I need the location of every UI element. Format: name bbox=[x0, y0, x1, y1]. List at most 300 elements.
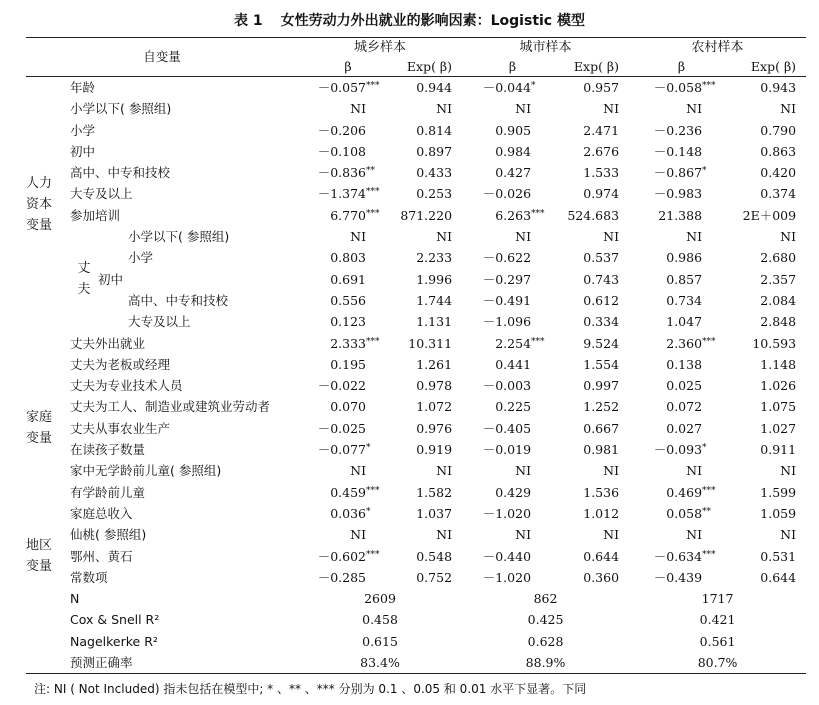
coefficient-cell bbox=[298, 439, 398, 460]
coefficient-cell bbox=[629, 183, 734, 204]
table-row bbox=[26, 333, 806, 354]
exp-cell: 0.644 bbox=[760, 569, 797, 585]
coefficient-value: －0.057 bbox=[317, 80, 367, 95]
coefficient-value: 0.036 bbox=[330, 505, 367, 521]
coefficient-value: －0.093 bbox=[653, 442, 703, 458]
table-row bbox=[26, 247, 806, 268]
coefficient-value: －0.108 bbox=[317, 143, 367, 159]
coefficient-value: 0.025 bbox=[666, 378, 703, 394]
coefficient-cell bbox=[629, 524, 734, 545]
exp-cell: NI bbox=[436, 463, 453, 479]
header-row-samples bbox=[26, 38, 806, 59]
table-caption: 女性劳动力外出就业的影响因素：Logistic 模型 bbox=[280, 13, 585, 29]
coefficient-value: NI bbox=[686, 101, 703, 117]
significance-mark: *** bbox=[366, 485, 380, 496]
significance-mark: * bbox=[702, 443, 707, 454]
stat-value: 0.425 bbox=[527, 612, 564, 628]
stat-value: 0.628 bbox=[527, 633, 564, 649]
table-row bbox=[26, 77, 806, 99]
coefficient-value: NI bbox=[515, 101, 532, 117]
exp-cell: 0.360 bbox=[583, 569, 620, 585]
stat-value: 80.7% bbox=[629, 652, 806, 674]
row-label: 丈夫为老板或经理 bbox=[70, 356, 171, 372]
exp-cell: NI bbox=[603, 463, 620, 479]
exp-cell: 1.533 bbox=[583, 165, 620, 181]
table-row bbox=[26, 439, 806, 460]
group-region-char: 地区 bbox=[26, 537, 53, 553]
significance-mark: ** bbox=[702, 506, 712, 517]
exp-cell: 2.471 bbox=[583, 122, 620, 138]
coefficient-value: －0.634 bbox=[653, 548, 703, 564]
row-label: 高中、中专和技校 bbox=[128, 292, 229, 308]
exp-cell: 0.943 bbox=[760, 80, 797, 95]
coefficient-cell bbox=[298, 375, 398, 396]
coefficient-cell bbox=[462, 375, 563, 396]
coefficient-value: －1.374 bbox=[317, 186, 367, 202]
table-row bbox=[26, 183, 806, 204]
coefficient-value: －0.983 bbox=[653, 186, 703, 202]
coefficient-cell bbox=[298, 396, 398, 417]
table-number: 表 1 bbox=[234, 13, 263, 29]
coefficient-cell bbox=[298, 226, 398, 247]
significance-mark: *** bbox=[702, 485, 716, 496]
coefficient-value: －0.148 bbox=[653, 143, 703, 159]
exp-cell: 0.957 bbox=[583, 80, 620, 95]
exp-cell: 0.752 bbox=[416, 569, 453, 585]
coefficient-value: 0.072 bbox=[666, 399, 703, 415]
coefficient-cell bbox=[462, 546, 563, 567]
row-label: 丈夫为工人、制造业或建筑业劳动者 bbox=[70, 399, 271, 415]
exp-cell: 2.357 bbox=[760, 271, 797, 287]
coefficient-value: 6.263 bbox=[495, 207, 532, 223]
coefficient-cell bbox=[298, 290, 398, 311]
significance-mark: * bbox=[366, 443, 371, 454]
exp-cell: 9.524 bbox=[583, 335, 620, 351]
exp-cell: 0.334 bbox=[583, 314, 620, 330]
table-row bbox=[26, 120, 806, 141]
coefficient-value: 0.138 bbox=[666, 356, 703, 372]
table-row bbox=[26, 205, 806, 226]
coefficient-cell bbox=[298, 77, 398, 99]
coefficient-cell bbox=[462, 567, 563, 588]
header-beta: β bbox=[298, 58, 398, 77]
significance-mark: *** bbox=[702, 81, 716, 91]
coefficient-cell bbox=[629, 396, 734, 417]
row-label: 初中 bbox=[70, 143, 96, 159]
table-row bbox=[26, 311, 806, 332]
coefficient-value: NI bbox=[350, 463, 367, 479]
exp-cell: 1.072 bbox=[416, 399, 453, 415]
row-label: 参加培训 bbox=[70, 207, 121, 223]
coefficient-value: －1.020 bbox=[482, 569, 532, 585]
coefficient-cell bbox=[462, 183, 563, 204]
exp-cell: 0.814 bbox=[416, 122, 453, 138]
coefficient-value: －0.405 bbox=[482, 420, 532, 436]
row-label: 家庭总收入 bbox=[70, 505, 133, 521]
coefficient-cell bbox=[298, 333, 398, 354]
coefficient-cell bbox=[298, 205, 398, 226]
significance-mark: *** bbox=[702, 336, 716, 347]
exp-cell: 0.944 bbox=[416, 80, 453, 95]
exp-cell: NI bbox=[603, 101, 620, 117]
exp-cell: 1.037 bbox=[416, 505, 453, 521]
coefficient-cell bbox=[462, 333, 563, 354]
stat-label: Nagelkerke R² bbox=[70, 633, 158, 649]
table-row bbox=[26, 396, 806, 417]
coefficient-value: 0.225 bbox=[495, 399, 532, 415]
table-title bbox=[0, 10, 819, 30]
group-husband-education bbox=[70, 226, 98, 332]
coefficient-value: 0.427 bbox=[495, 165, 532, 181]
stat-value: 2609 bbox=[364, 591, 396, 607]
row-label: 年龄 bbox=[70, 80, 96, 95]
header-exp: Exp( β) bbox=[398, 58, 462, 77]
exp-cell: 0.978 bbox=[416, 378, 453, 394]
exp-cell: 2E＋009 bbox=[742, 207, 797, 223]
exp-cell: 0.420 bbox=[760, 165, 797, 181]
coefficient-value: 0.195 bbox=[330, 356, 367, 372]
coefficient-value: －0.058 bbox=[653, 80, 703, 95]
coefficient-value: －0.602 bbox=[317, 548, 367, 564]
table-row bbox=[26, 290, 806, 311]
coefficient-cell bbox=[629, 546, 734, 567]
coefficient-cell bbox=[298, 311, 398, 332]
coefficient-value: 21.388 bbox=[658, 207, 703, 223]
coefficient-value: 0.691 bbox=[330, 271, 367, 287]
coefficient-cell bbox=[629, 141, 734, 162]
exp-cell: 0.911 bbox=[760, 442, 797, 458]
row-label: 高中、中专和技校 bbox=[70, 165, 171, 181]
coefficient-value: 0.986 bbox=[666, 250, 703, 266]
stat-label: N bbox=[70, 591, 80, 607]
exp-cell: 1.075 bbox=[760, 399, 797, 415]
coefficient-cell bbox=[462, 205, 563, 226]
coefficient-cell bbox=[462, 396, 563, 417]
coefficient-value: NI bbox=[515, 463, 532, 479]
coefficient-cell bbox=[462, 354, 563, 375]
row-label: 丈夫外出就业 bbox=[70, 335, 146, 351]
stat-value: 0.615 bbox=[362, 633, 398, 649]
stat-value: 88.9% bbox=[462, 652, 629, 674]
group-region bbox=[26, 524, 70, 588]
coefficient-cell bbox=[462, 120, 563, 141]
exp-cell: 2.848 bbox=[760, 314, 797, 330]
coefficient-cell bbox=[298, 482, 398, 503]
exp-cell: 871.220 bbox=[400, 207, 453, 223]
table-row bbox=[26, 226, 806, 247]
coefficient-value: －0.044 bbox=[482, 80, 532, 95]
coefficient-value: －0.440 bbox=[482, 548, 532, 564]
significance-mark: ** bbox=[366, 166, 376, 177]
coefficient-cell bbox=[298, 162, 398, 183]
exp-cell: 1.599 bbox=[760, 484, 797, 500]
coefficient-cell bbox=[462, 98, 563, 119]
coefficient-cell bbox=[629, 418, 734, 439]
exp-cell: 0.612 bbox=[583, 292, 620, 308]
exp-cell: 1.554 bbox=[583, 356, 620, 372]
coefficient-cell bbox=[629, 333, 734, 354]
coefficient-cell bbox=[629, 503, 734, 524]
group-human-capital bbox=[26, 77, 70, 333]
coefficient-cell bbox=[629, 269, 734, 290]
exp-cell: 0.433 bbox=[416, 165, 453, 181]
exp-cell: 1.536 bbox=[583, 484, 620, 500]
exp-cell: 2.680 bbox=[760, 250, 797, 266]
header-variable: 自变量 bbox=[26, 38, 298, 77]
coefficient-cell bbox=[629, 120, 734, 141]
coefficient-value: －0.025 bbox=[317, 420, 367, 436]
row-label: 家中无学龄前儿童( 参照组) bbox=[70, 463, 222, 479]
stat-row bbox=[26, 609, 806, 630]
coefficient-cell bbox=[629, 290, 734, 311]
coefficient-cell bbox=[462, 247, 563, 268]
stat-label: Cox & Snell R² bbox=[70, 612, 160, 628]
stat-value: 1717 bbox=[701, 591, 734, 607]
exp-cell: 1.582 bbox=[416, 484, 453, 500]
coefficient-cell bbox=[462, 439, 563, 460]
exp-cell: 0.863 bbox=[760, 143, 797, 159]
group-human-capital-char: 人力 bbox=[26, 175, 53, 191]
coefficient-value: 2.254 bbox=[495, 335, 532, 351]
coefficient-value: 0.441 bbox=[495, 356, 532, 372]
exp-cell: NI bbox=[436, 101, 453, 117]
coefficient-cell bbox=[629, 439, 734, 460]
header-beta: β bbox=[462, 58, 563, 77]
coefficient-cell bbox=[298, 98, 398, 119]
table-row bbox=[26, 354, 806, 375]
exp-cell: NI bbox=[603, 527, 620, 543]
exp-cell: 1.026 bbox=[760, 378, 797, 394]
stat-value: 0.458 bbox=[362, 612, 398, 628]
coefficient-value: 0.123 bbox=[330, 314, 367, 330]
coefficient-cell bbox=[629, 77, 734, 99]
table-row bbox=[26, 269, 806, 290]
coefficient-value: －0.019 bbox=[482, 442, 532, 458]
exp-cell: NI bbox=[780, 229, 797, 245]
stat-value: 0.561 bbox=[699, 633, 736, 649]
stat-row bbox=[26, 631, 806, 652]
coefficient-value: 0.857 bbox=[666, 271, 703, 287]
coefficient-cell bbox=[629, 226, 734, 247]
coefficient-value: －0.285 bbox=[317, 569, 367, 585]
coefficient-value: 0.905 bbox=[495, 122, 532, 138]
row-label: 大专及以上 bbox=[70, 186, 133, 202]
coefficient-value: NI bbox=[350, 527, 367, 543]
coefficient-cell bbox=[298, 120, 398, 141]
row-label: 大专及以上 bbox=[128, 314, 191, 330]
stat-value: 0.421 bbox=[699, 612, 736, 628]
row-label: 小学以下( 参照组) bbox=[70, 101, 172, 117]
exp-cell: 0.374 bbox=[760, 186, 797, 202]
row-label: 在读孩子数量 bbox=[70, 442, 146, 458]
significance-mark: * bbox=[702, 166, 707, 177]
significance-mark: *** bbox=[366, 187, 380, 198]
coefficient-cell bbox=[462, 524, 563, 545]
coefficient-value: 0.556 bbox=[330, 292, 367, 308]
row-label: 小学以下( 参照组) bbox=[128, 229, 230, 245]
coefficient-value: －1.096 bbox=[482, 314, 532, 330]
significance-mark: *** bbox=[531, 208, 545, 219]
coefficient-value: NI bbox=[515, 229, 532, 245]
coefficient-cell bbox=[298, 546, 398, 567]
row-label: 初中 bbox=[98, 271, 124, 287]
exp-cell: 0.743 bbox=[583, 271, 620, 287]
header-exp: Exp( β) bbox=[563, 58, 629, 77]
coefficient-cell bbox=[629, 205, 734, 226]
exp-cell: 1.027 bbox=[760, 420, 797, 436]
coefficient-cell bbox=[462, 418, 563, 439]
row-label: 小学 bbox=[70, 122, 96, 138]
stat-value: 83.4% bbox=[298, 652, 462, 674]
coefficient-value: －0.297 bbox=[482, 271, 532, 287]
coefficient-cell bbox=[298, 503, 398, 524]
table-row bbox=[26, 460, 806, 481]
table-row bbox=[26, 524, 806, 545]
exp-cell: 1.261 bbox=[416, 356, 453, 372]
table-row bbox=[26, 546, 806, 567]
coefficient-value: －1.020 bbox=[482, 505, 532, 521]
coefficient-value: －0.867 bbox=[653, 165, 703, 181]
significance-mark: * bbox=[366, 506, 371, 517]
exp-cell: 1.252 bbox=[583, 399, 620, 415]
coefficient-cell bbox=[462, 290, 563, 311]
exp-cell: 0.976 bbox=[416, 420, 453, 436]
coefficient-cell bbox=[298, 354, 398, 375]
coefficient-cell bbox=[298, 524, 398, 545]
coefficient-value: 0.058 bbox=[666, 505, 703, 521]
significance-mark: * bbox=[531, 81, 536, 91]
coefficient-value: －0.003 bbox=[482, 378, 532, 394]
exp-cell: 0.997 bbox=[583, 378, 620, 394]
coefficient-value: 2.360 bbox=[666, 335, 703, 351]
group-husband-education-char: 丈 bbox=[77, 261, 91, 277]
coefficient-cell bbox=[629, 567, 734, 588]
coefficient-value: NI bbox=[686, 463, 703, 479]
coefficient-value: 0.027 bbox=[666, 420, 703, 436]
exp-cell: 0.531 bbox=[760, 548, 797, 564]
stat-value: 862 bbox=[533, 591, 558, 607]
exp-cell: 10.593 bbox=[752, 335, 797, 351]
exp-cell: 10.311 bbox=[408, 335, 453, 351]
header-exp: Exp( β) bbox=[734, 58, 806, 77]
coefficient-value: 0.469 bbox=[666, 484, 703, 500]
exp-cell: 2.233 bbox=[416, 250, 453, 266]
coefficient-value: －0.206 bbox=[317, 122, 367, 138]
significance-mark: *** bbox=[366, 336, 380, 347]
coefficient-value: NI bbox=[686, 229, 703, 245]
coefficient-cell bbox=[629, 375, 734, 396]
exp-cell: 1.744 bbox=[416, 292, 453, 308]
exp-cell: 0.919 bbox=[416, 442, 453, 458]
coefficient-cell bbox=[629, 460, 734, 481]
exp-cell: 0.644 bbox=[583, 548, 620, 564]
stat-row bbox=[26, 588, 806, 609]
coefficient-value: 0.459 bbox=[330, 484, 367, 500]
coefficient-cell bbox=[629, 98, 734, 119]
coefficient-value: 0.070 bbox=[330, 399, 367, 415]
table-note: 注: NI ( Not Included) 指未包括在模型中; * 、** 、*** 分别为 0.1 、0.05 和 0.01 水平下显著。下同 bbox=[34, 682, 587, 696]
coefficient-cell bbox=[462, 311, 563, 332]
exp-cell: 0.790 bbox=[760, 122, 797, 138]
table-row bbox=[26, 503, 806, 524]
stat-label: 预测正确率 bbox=[70, 652, 298, 674]
coefficient-cell bbox=[298, 183, 398, 204]
coefficient-cell bbox=[462, 503, 563, 524]
row-label: 鄂州、黄石 bbox=[70, 548, 133, 564]
table-row bbox=[26, 162, 806, 183]
group-human-capital-char: 变量 bbox=[26, 218, 53, 234]
coefficient-cell bbox=[629, 482, 734, 503]
exp-cell: 2.084 bbox=[760, 292, 797, 308]
table-row bbox=[26, 375, 806, 396]
group-family bbox=[26, 333, 70, 525]
exp-cell: NI bbox=[780, 101, 797, 117]
coefficient-value: NI bbox=[350, 101, 367, 117]
coefficient-cell bbox=[462, 226, 563, 247]
coefficient-value: －0.022 bbox=[317, 378, 367, 394]
coefficient-value: 0.803 bbox=[330, 250, 367, 266]
exp-cell: 0.537 bbox=[583, 250, 620, 266]
coefficient-value: NI bbox=[515, 527, 532, 543]
row-label: 小学 bbox=[128, 250, 154, 266]
table-row bbox=[26, 98, 806, 119]
coefficient-value: 0.734 bbox=[666, 292, 703, 308]
coefficient-value: －0.491 bbox=[482, 292, 532, 308]
exp-cell: 0.974 bbox=[583, 186, 620, 202]
table-row bbox=[26, 418, 806, 439]
row-label: 丈夫为专业技术人员 bbox=[70, 378, 183, 394]
row-label: 仙桃( 参照组) bbox=[70, 527, 147, 543]
coefficient-cell bbox=[629, 162, 734, 183]
significance-mark: *** bbox=[366, 81, 380, 91]
group-region-char: 变量 bbox=[26, 559, 53, 575]
coefficient-value: －0.622 bbox=[482, 250, 532, 266]
group-husband-education-char: 夫 bbox=[77, 282, 91, 298]
exp-cell: 1.059 bbox=[760, 505, 797, 521]
coefficient-cell bbox=[462, 460, 563, 481]
exp-cell: 0.981 bbox=[583, 442, 620, 458]
coefficient-value: －0.236 bbox=[653, 122, 703, 138]
exp-cell: 0.897 bbox=[416, 143, 453, 159]
significance-mark: *** bbox=[366, 549, 380, 560]
group-family-char: 家庭 bbox=[26, 410, 53, 426]
exp-cell: NI bbox=[780, 463, 797, 479]
coefficient-value: 0.429 bbox=[495, 484, 532, 500]
header-sample-urban: 城市样本 bbox=[462, 38, 629, 59]
exp-cell: 1.012 bbox=[583, 505, 620, 521]
coefficient-value: 6.770 bbox=[330, 207, 367, 223]
exp-cell: 0.548 bbox=[416, 548, 453, 564]
significance-mark: *** bbox=[366, 208, 380, 219]
coefficient-value: 1.047 bbox=[666, 314, 703, 330]
header-sample-all: 城乡样本 bbox=[298, 38, 462, 59]
exp-cell: 2.676 bbox=[583, 143, 620, 159]
exp-cell: NI bbox=[436, 527, 453, 543]
row-label: 有学龄前儿童 bbox=[70, 484, 146, 500]
header-beta: β bbox=[629, 58, 734, 77]
exp-cell: 1.148 bbox=[760, 356, 797, 372]
table-row bbox=[26, 482, 806, 503]
significance-mark: *** bbox=[702, 549, 716, 560]
exp-cell: 524.683 bbox=[567, 207, 620, 223]
coefficient-value: 2.333 bbox=[330, 335, 367, 351]
row-label: 丈夫从事农业生产 bbox=[70, 420, 171, 436]
coefficient-cell bbox=[298, 247, 398, 268]
exp-cell: NI bbox=[436, 229, 453, 245]
exp-cell: 1.131 bbox=[416, 314, 453, 330]
coefficient-cell bbox=[462, 141, 563, 162]
coefficient-cell bbox=[629, 354, 734, 375]
